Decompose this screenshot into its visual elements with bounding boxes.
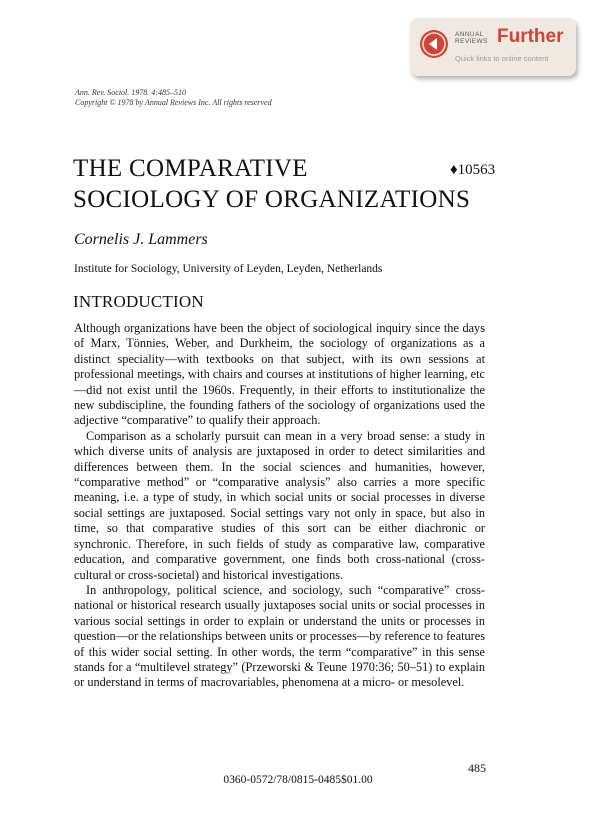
page-number: 485 — [468, 761, 486, 775]
body-paragraph: Although organizations have been the object of sociological inquiry since the days of Marx, Tönnies, Weber, and Durkheim, the sociology of organizations as a distinct speciality—with textbooks on that subject, with its own sessions at professional meetings, with chairs and courses at institutions of higher learning, etc—did not exist until the 1960s. Frequently, in their efforts to institutionalize the new subdiscipline, the founding fathers of the sociology of organizations used the adjective “comparative” to qualify their approach. — [74, 321, 485, 428]
citation-line-1: Ann. Rev. Sociol. 1978. 4:485–510 — [75, 88, 186, 97]
journal-citation — [75, 88, 272, 108]
author-affiliation: Institute for Sociology, University of Leyden, Leyden, Netherlands — [74, 263, 383, 275]
badge-reviews-label: REVIEWS — [455, 38, 488, 45]
title-line-1: THE COMPARATIVE — [73, 155, 308, 182]
citation-line-2: Copyright © 1978 by Annual Reviews Inc. All rights reserved — [75, 98, 272, 107]
badge-further-label: Further — [497, 26, 564, 47]
author-name: Cornelis J. Lammers — [74, 231, 208, 248]
article-body — [74, 321, 485, 691]
article-code: 0360-0572/78/0815-0485$01.00 — [223, 774, 373, 786]
body-paragraph: Comparison as a scholarly pursuit can mean in a very broad sense: a study in which diverse units of analysis are juxtaposed in order to detect similarities and differences between them. In the social sciences and humanities, however, “comparative method” or “comparative analysis” also carries a more specific meaning, i.e. a type of study, in which social units or social processes in diverse social settings are juxtaposed. Social settings vary not only in space, but also in time, so that comparative studies of this sort can be either diachronic or synchronic. Therefore, in such fields of study as comparative law, comparative education, and comparative government, one finds both cross-national (cross-cultural or cross-societal) and historical investigations. — [74, 428, 485, 582]
badge-brand-text — [455, 31, 488, 45]
play-arrow-icon — [420, 30, 448, 58]
body-paragraph: In anthropology, political science, and sociology, such “comparative” cross-national or historical research usually juxtaposes social units or social processes in various social settings in order to explain or understand the units or processes in question—or the relationships between units or processes—by reference to features of this wider social setting. In other words, the term “comparative” in this sense stands for a “multilevel strategy” (Przeworski & Teune 1970:36; 50–51) to explain or understand in terms of macrovariables, phenomena at a micro- or mesolevel. — [74, 582, 485, 690]
article-id: ♦10563 — [450, 162, 496, 178]
article-title — [73, 153, 496, 215]
title-line-2: SOCIOLOGY OF ORGANIZATIONS — [73, 186, 471, 213]
annual-reviews-further-badge[interactable] — [410, 18, 576, 76]
badge-annual-label: ANNUAL — [455, 31, 484, 38]
section-heading: INTRODUCTION — [73, 292, 204, 311]
badge-tagline: Quick links to online content — [455, 54, 549, 63]
